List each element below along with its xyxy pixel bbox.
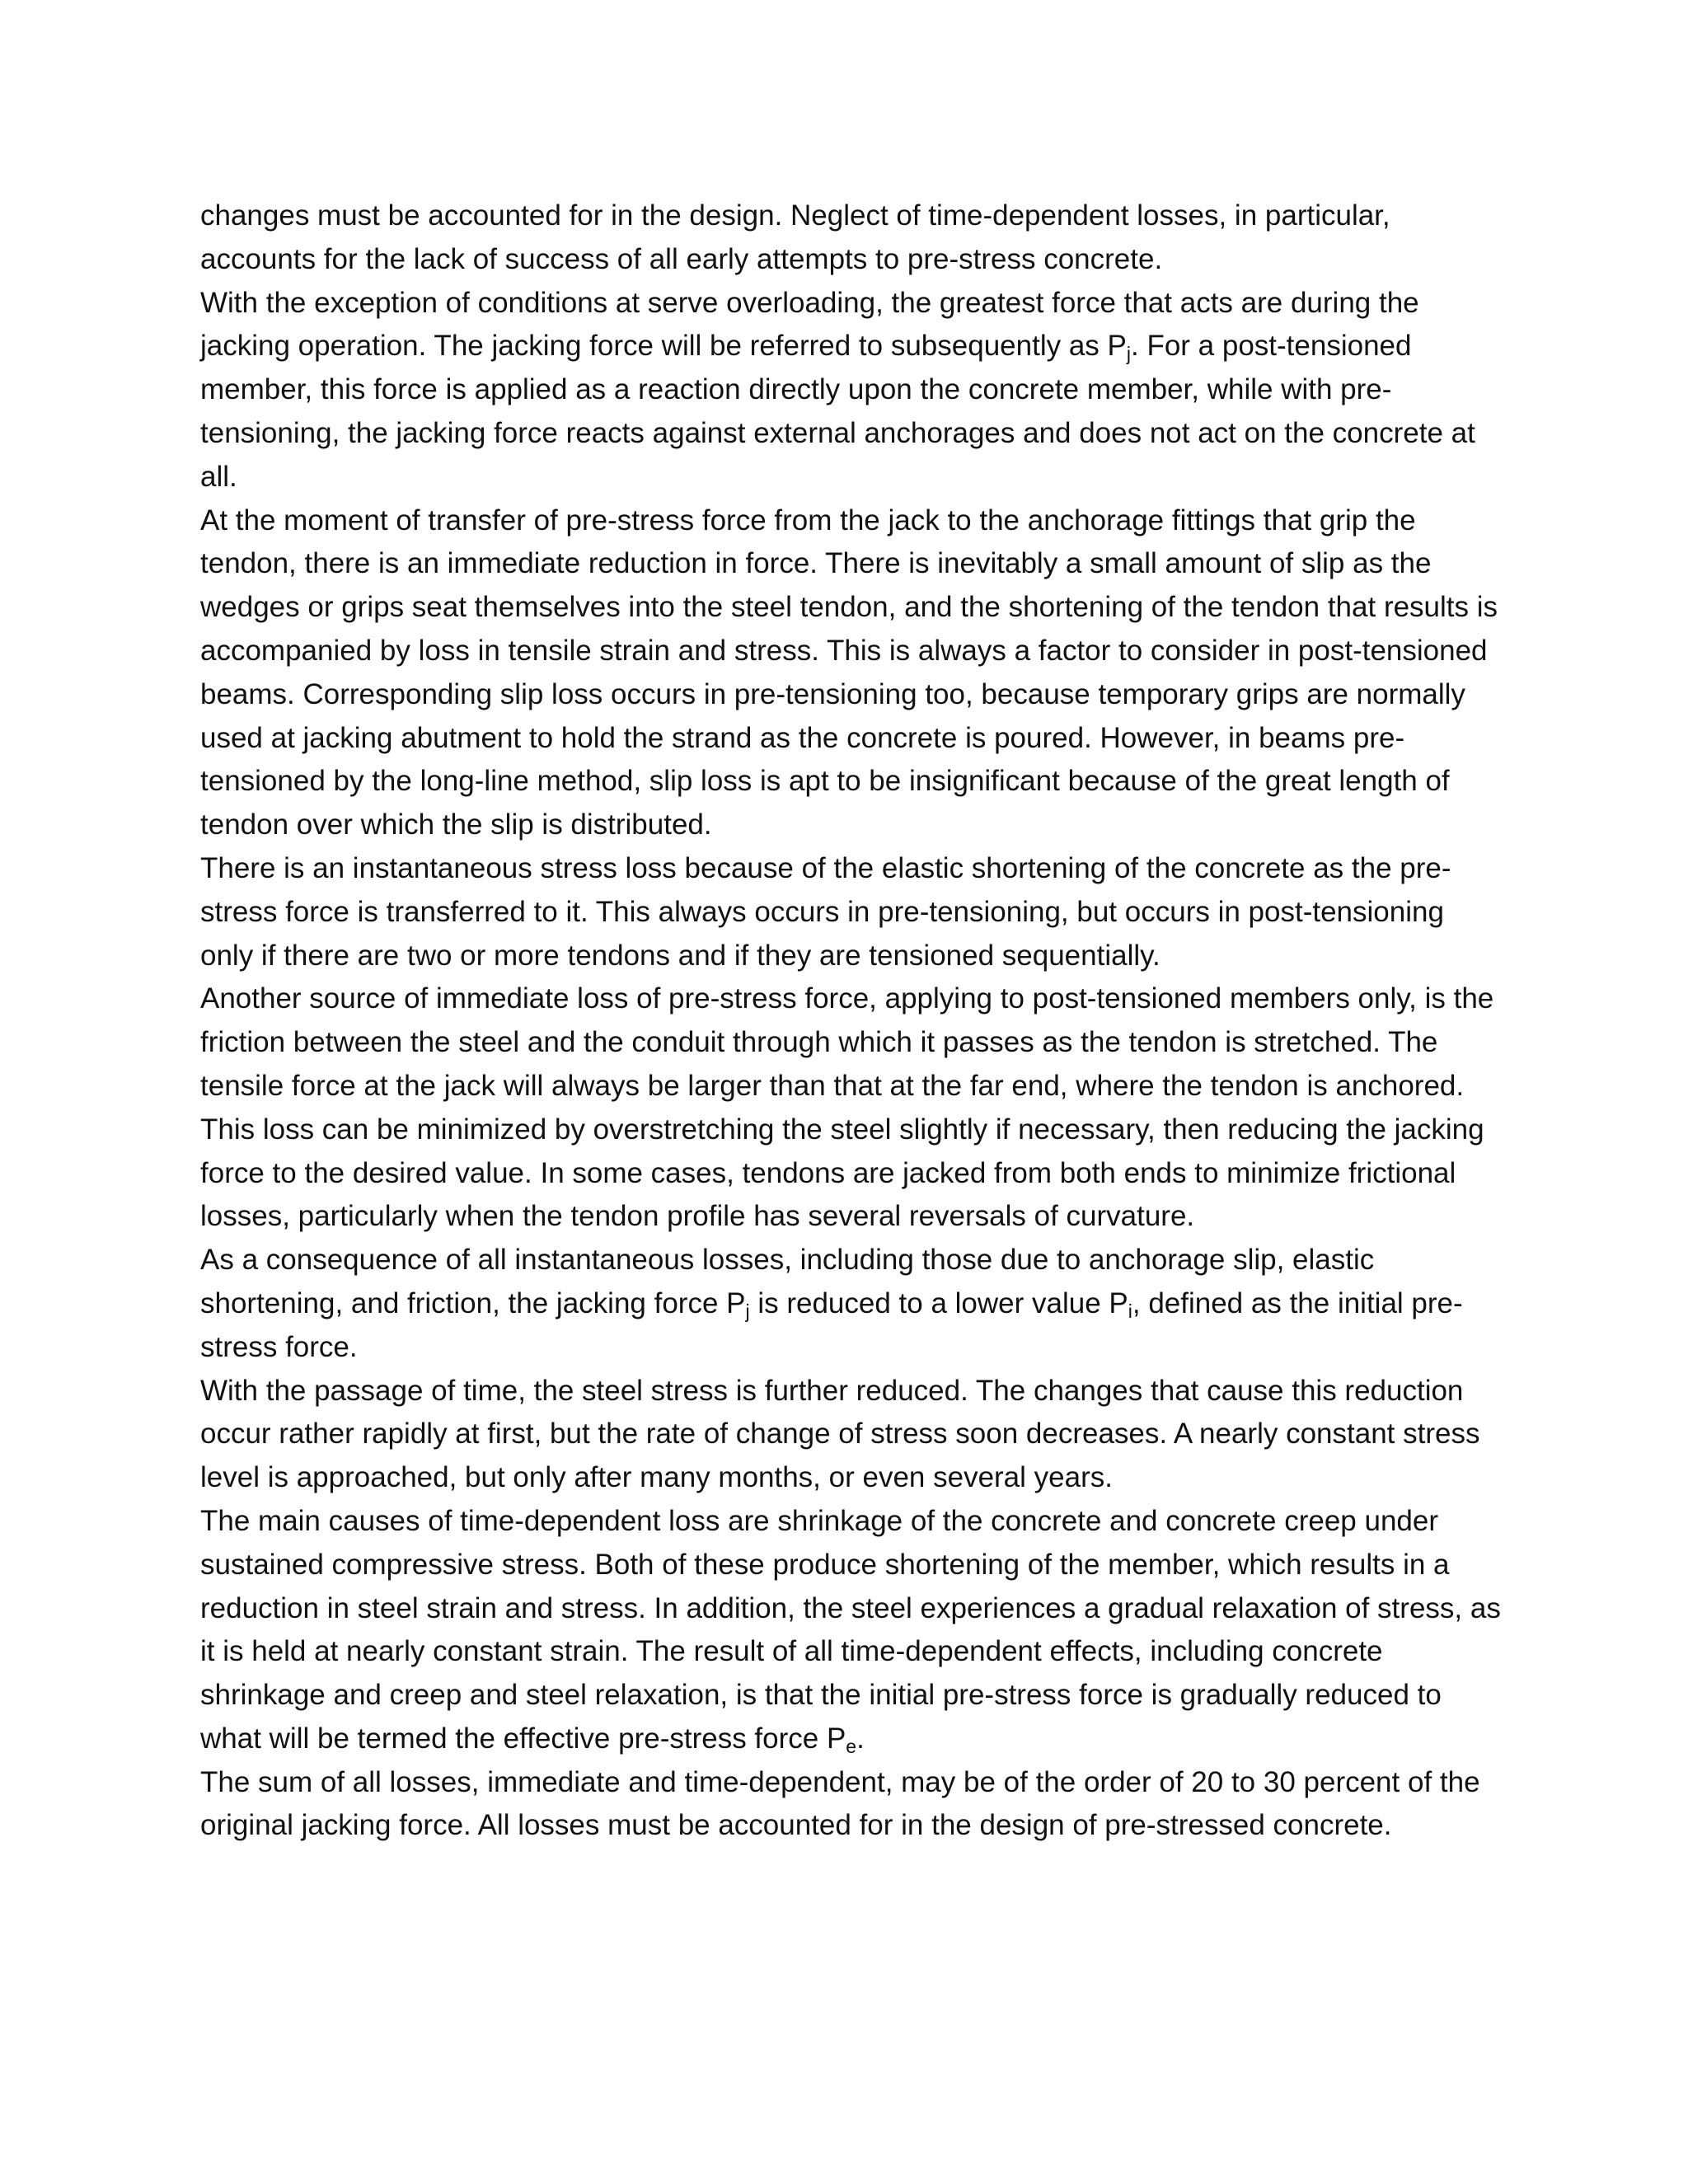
text-run: is reduced to a lower value P [749,1286,1128,1319]
text-run: With the exception of conditions at serve overloading, the greatest force that acts are during the jacking operation. The jacking force will be referred to subsequently as P [200,286,1419,363]
paragraph-2 [200,282,1503,499]
text-run: The sum of all losses, immediate and time-dependent, may be of the order of 20 to 30 percent of the original jacking force. All losses must be accounted for in the design of pre-stressed concrete. [200,1765,1480,1842]
paragraph-5 [200,977,1503,1239]
paragraph-4 [200,847,1503,977]
paragraph-3 [200,499,1503,847]
paragraph-6 [200,1239,1503,1369]
text-run: The main causes of time-dependent loss are shrinkage of the concrete and concrete creep under sustained compressive stress. Both of these produce shortening of the member, which results in a reduction in steel strain and stress. In addition, the steel experiences a gradual relaxation of stress, as it is held at nearly constant strain. The result of all time-dependent effects, including concrete shrinkage and creep and steel relaxation, is that the initial pre-stress force is gradually reduced to what will be termed the effective pre-stress force P [200,1504,1501,1755]
subscript-j: j [1126,343,1131,365]
text-run: changes must be accounted for in the design. Neglect of time-dependent losses, in particular, accounts for the lack of success of all early attempts to pre-stress concrete. [200,199,1390,275]
document-page [200,194,1503,1848]
subscript-i: i [1128,1300,1132,1322]
paragraph-9 [200,1761,1503,1849]
text-run: As a consequence of all instantaneous losses, including those due to anchorage slip, elastic shortening, and friction, the jacking force P [200,1244,1375,1319]
text-run: Another source of immediate loss of pre-stress force, applying to post-tensioned members only, is the friction between the steel and the conduit through which it passes as the tendon is stretched. The tensile force at the jack will always be larger than that at the far end, where the tendon is anchored. This loss can be minimized by overstretching the steel slightly if necessary, then reducing the jacking force to the desired value. In some cases, tendons are jacked from both ends to minimize frictional losses, particularly when the tendon profile has several reversals of curvature. [200,982,1494,1233]
text-run: There is an instantaneous stress loss because of the elastic shortening of the concrete as the pre-stress force is transferred to it. This always occurs in pre-tensioning, but occurs in post-tensioning only if there are two or more tendons and if they are tensioned sequentially. [200,851,1451,972]
paragraph-8 [200,1500,1503,1761]
text-run: At the moment of transfer of pre-stress force from the jack to the anchorage fittings that grip the tendon, there is an immediate reduction in force. There is inevitably a small amount of slip as the wedges or grips seat themselves into the steel tendon, and the shortening of the tendon that results is accompanied by loss in tensile strain and stress. This is always a factor to consider in post-tensioned beams. Corresponding slip loss occurs in pre-tensioning too, because temporary grips are normally used at jacking abutment to hold the strand as the concrete is poured. However, in beams pre-tensioned by the long-line method, slip loss is apt to be insignificant because of the great length of tendon over which the slip is distributed. [200,504,1498,841]
paragraph-7 [200,1370,1503,1500]
subscript-j: j [745,1300,750,1322]
paragraph-1 [200,194,1503,282]
subscript-e: e [846,1735,857,1757]
text-run: , defined as the initial pre-stress force. [200,1286,1463,1363]
text-run: With the passage of time, the steel stress is further reduced. The changes that cause this reduction occur rather rapidly at first, but the rate of change of stress soon decreases. A nearly constant stress level is approached, but only after many months, or even several years. [200,1374,1480,1494]
text-run: . For a post-tensioned member, this force is applied as a reaction directly upon the concrete member, while with pre-tensioning, the jacking force reacts against external anchorages and does not act on the concrete at all. [200,330,1475,493]
text-run: . [856,1722,865,1755]
